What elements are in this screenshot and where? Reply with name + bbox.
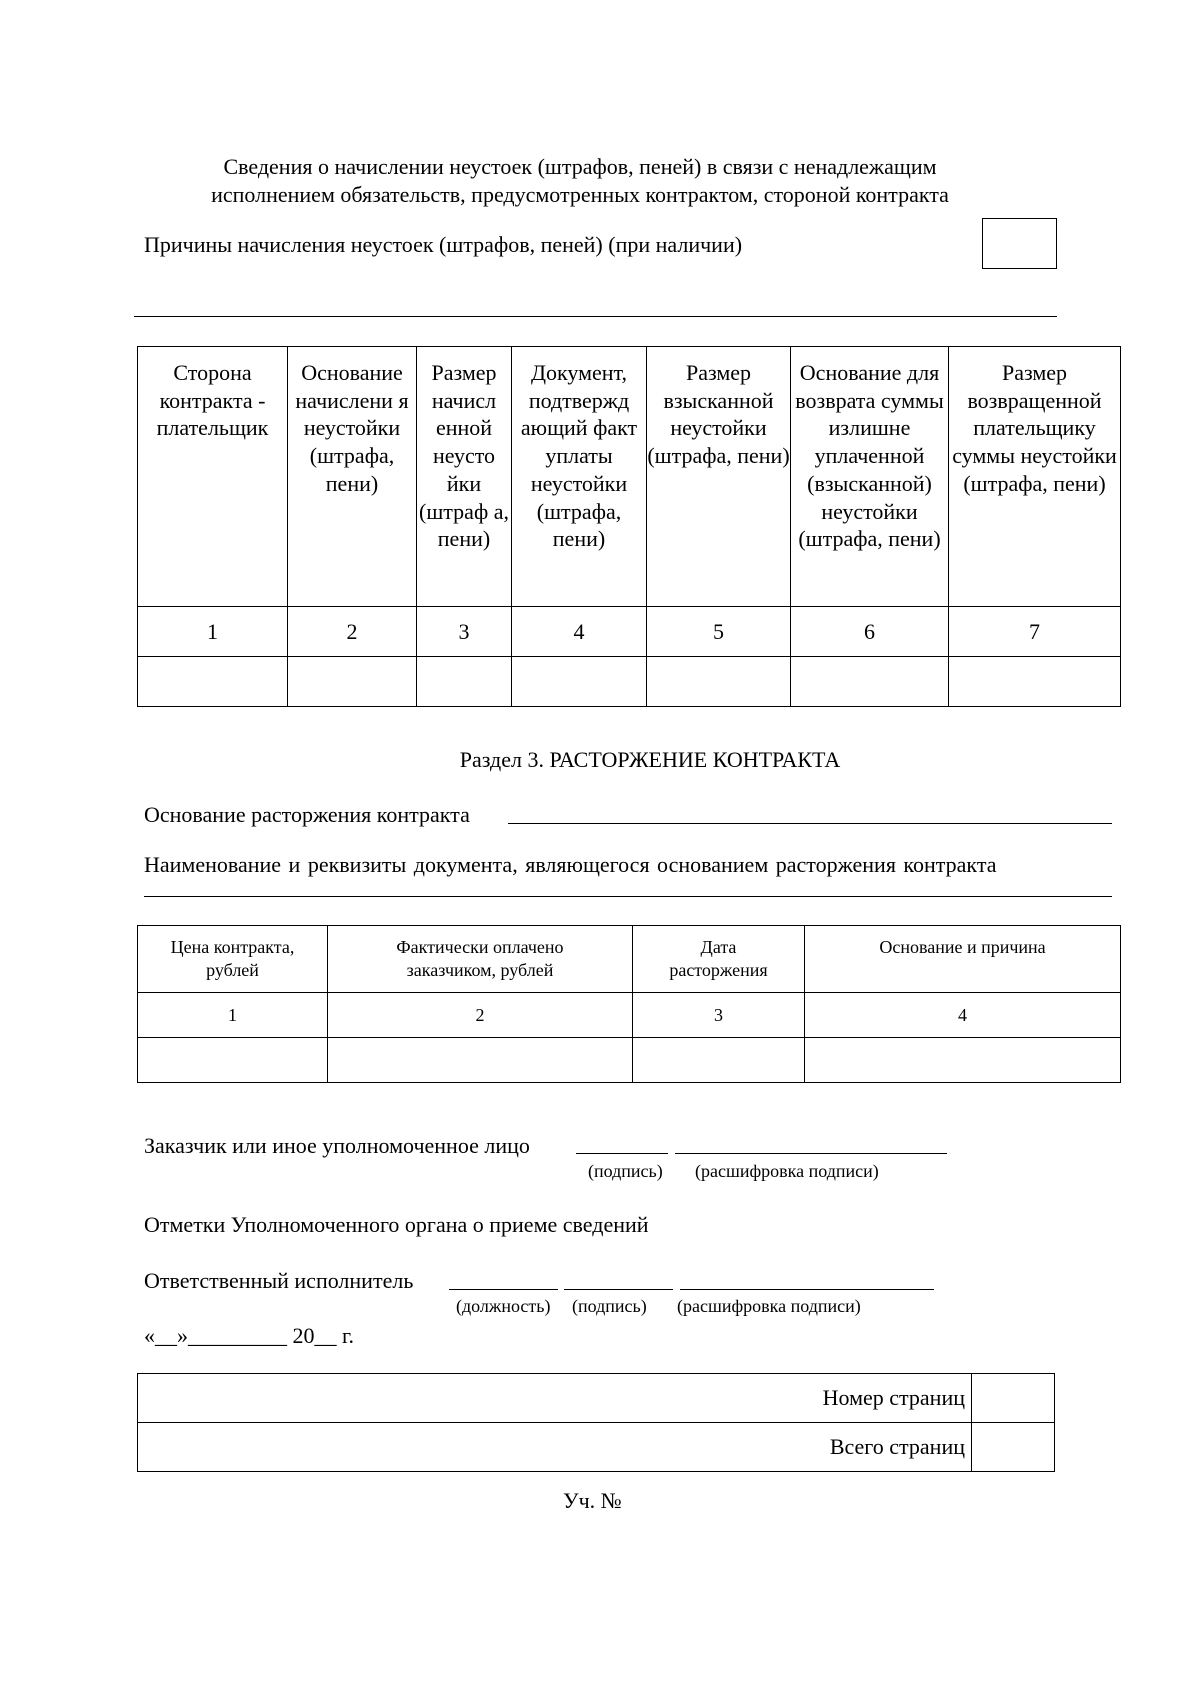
termination-table-number-row	[138, 993, 1121, 1038]
penalty-data-cell[interactable]	[288, 657, 417, 707]
customer-signature-line[interactable]	[576, 1153, 668, 1154]
executor-position-line[interactable]	[449, 1289, 558, 1290]
penalty-col-header: Сторона контракта - плательщик	[138, 347, 288, 607]
page-number-label: Номер страниц	[138, 1374, 972, 1423]
penalty-data-cell[interactable]	[949, 657, 1121, 707]
termination-document-line[interactable]	[144, 896, 1112, 897]
total-pages-cell[interactable]	[972, 1423, 1055, 1472]
penalty-col-number: 5	[647, 607, 791, 657]
penalty-col-number: 2	[288, 607, 417, 657]
penalty-reasons-line[interactable]	[134, 316, 1057, 317]
termination-col-number: 4	[805, 993, 1121, 1038]
termination-col-header: Основание и причина	[805, 926, 1121, 993]
termination-data-cell[interactable]	[328, 1038, 633, 1083]
penalty-data-cell[interactable]	[791, 657, 949, 707]
termination-basis-label: Основание расторжения контракта	[144, 802, 470, 827]
termination-col-number: 1	[138, 993, 328, 1038]
termination-col-number: 2	[328, 993, 633, 1038]
termination-section-title: Раздел 3. РАСТОРЖЕНИЕ КОНТРАКТА	[459, 747, 841, 772]
authority-marks-label: Отметки Уполномоченного органа о приеме сведений	[144, 1212, 649, 1237]
termination-data-cell[interactable]	[633, 1038, 805, 1083]
penalty-data-cell[interactable]	[138, 657, 288, 707]
penalty-col-header: Размер начисл енной неусто йки (штраф а, пени)	[417, 347, 512, 607]
registration-number: Уч. №	[563, 1488, 622, 1513]
penalty-col-header: Основание для возврата суммы излишне уплаченной (взысканной) неустойки (штрафа, пени)	[791, 347, 949, 607]
penalty-col-header: Размер взысканной неустойки (штрафа, пени)	[647, 347, 791, 607]
executor-position-caption: (должность)	[456, 1296, 551, 1316]
executor-signature-line[interactable]	[564, 1289, 673, 1290]
customer-decoding-line[interactable]	[675, 1153, 947, 1154]
executor-decoding-line[interactable]	[680, 1289, 934, 1290]
penalty-col-header: Документ, подтвержд ающий факт уплаты неустойки (штрафа, пени)	[512, 347, 647, 607]
termination-col-header: Дата расторжения	[633, 926, 805, 993]
total-pages-row	[138, 1423, 1055, 1472]
termination-table-data-row	[138, 1038, 1121, 1083]
penalty-table-header-row	[138, 347, 1121, 607]
penalty-reasons-label: Причины начисления неустоек (штрафов, пеней) (при наличии)	[144, 232, 743, 257]
termination-data-cell[interactable]	[138, 1038, 328, 1083]
page-number-cell[interactable]	[972, 1374, 1055, 1423]
penalty-reasons-code-box[interactable]	[982, 218, 1057, 269]
penalty-col-header: Основание начислени я неустойки (штрафа, пени)	[288, 347, 417, 607]
termination-table-header-row	[138, 926, 1121, 993]
termination-basis-line[interactable]	[508, 823, 1112, 824]
penalty-data-cell[interactable]	[512, 657, 647, 707]
penalty-col-number: 1	[138, 607, 288, 657]
executor-decoding-caption: (расшифровка подписи)	[677, 1296, 861, 1316]
termination-col-number: 3	[633, 993, 805, 1038]
penalties-heading-line1: Сведения о начислении неустоек (штрафов, пеней) в связи с ненадлежащим	[223, 154, 937, 179]
penalty-data-cell[interactable]	[417, 657, 512, 707]
penalty-table-data-row	[138, 657, 1121, 707]
executor-signature-caption: (подпись)	[572, 1296, 647, 1316]
customer-decoding-caption: (расшифровка подписи)	[695, 1161, 879, 1181]
date-line[interactable]: «__»_________ 20__ г.	[144, 1323, 355, 1348]
penalty-col-header: Размер возвращенной плательщику суммы неустойки (штрафа, пени)	[949, 347, 1121, 607]
termination-document-label: Наименование и реквизиты документа, являющегося основанием расторжения контракта	[144, 852, 997, 877]
customer-signature-caption: (подпись)	[588, 1161, 663, 1181]
penalty-table-number-row	[138, 607, 1121, 657]
penalty-col-number: 6	[791, 607, 949, 657]
penalty-data-cell[interactable]	[647, 657, 791, 707]
pages-table	[137, 1373, 1055, 1472]
total-pages-label: Всего страниц	[138, 1423, 972, 1472]
penalties-heading-line2: исполнением обязательств, предусмотренных контрактом, стороной контракта	[211, 182, 949, 207]
penalty-col-number: 4	[512, 607, 647, 657]
termination-data-cell[interactable]	[805, 1038, 1121, 1083]
penalty-table	[137, 346, 1121, 707]
penalty-col-number: 3	[417, 607, 512, 657]
penalty-col-number: 7	[949, 607, 1121, 657]
page-number-row	[138, 1374, 1055, 1423]
termination-col-header: Цена контракта, рублей	[138, 926, 328, 993]
termination-table	[137, 925, 1121, 1083]
termination-col-header: Фактически оплачено заказчиком, рублей	[328, 926, 633, 993]
customer-label: Заказчик или иное уполномоченное лицо	[144, 1133, 530, 1158]
executor-label: Ответственный исполнитель	[144, 1268, 414, 1293]
